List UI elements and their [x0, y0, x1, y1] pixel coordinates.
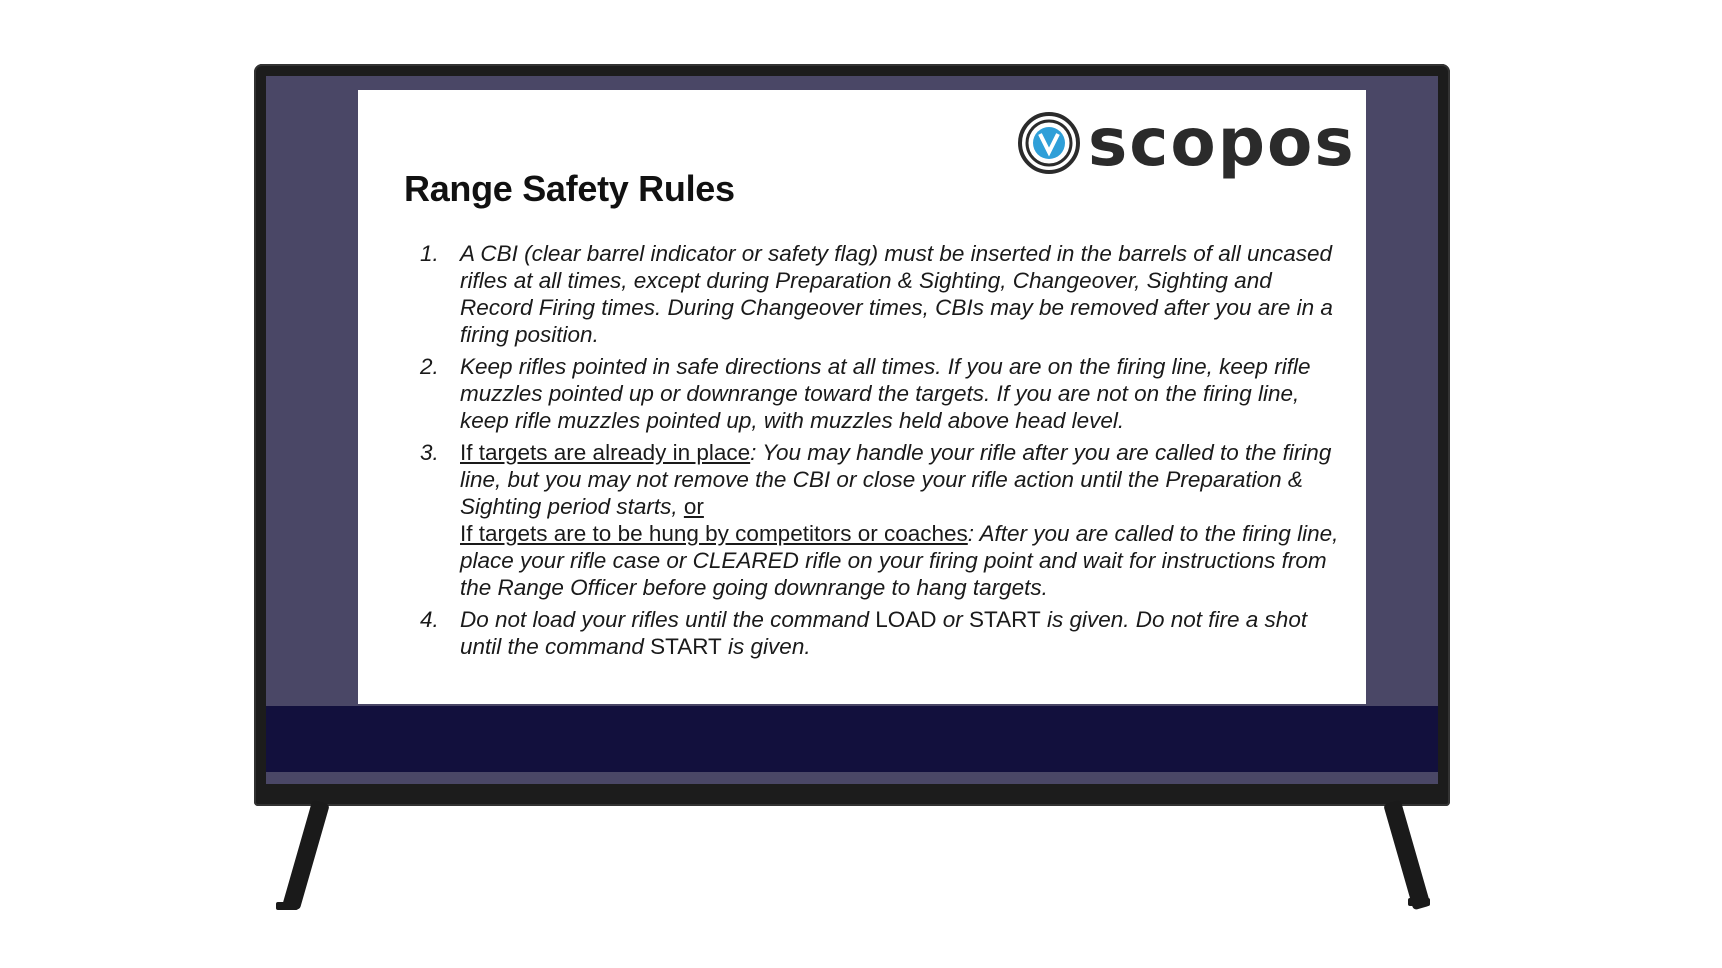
- rule-number: 4.: [420, 607, 439, 632]
- rule-item: [420, 439, 1340, 601]
- rules-list: [420, 240, 1340, 665]
- rule-subheading: If targets are already in place: [460, 440, 751, 465]
- scopos-logo-text: scopos: [1088, 104, 1356, 181]
- command-word: LOAD: [875, 607, 937, 632]
- rule-number: 1.: [420, 241, 439, 266]
- tv-screen: [266, 76, 1438, 784]
- tv-stand-right-leg: [1383, 800, 1431, 911]
- rule-item: [420, 606, 1340, 660]
- rule-text: Keep rifles pointed in safe directions at all times. If you are on the firing line, keep rifle muzzles pointed up or downrange toward the targets. If you are not on the firing line, keep rifle muzzles pointed up, with muzzles held above head level.: [460, 354, 1311, 433]
- rule-text: [460, 606, 1340, 660]
- rule-number: 3.: [420, 440, 439, 465]
- scopos-logo-icon: [1018, 112, 1080, 174]
- scopos-logo: [1018, 98, 1358, 188]
- rule-subtext: : You may handle your rifle after you are called to the firing line, but you may not remove the CBI or close your rifle action until the Preparation & Sighting period starts,: [460, 440, 1332, 519]
- rule-text-part: Do not load your rifles until the command: [460, 607, 876, 632]
- screen-bottom-bar: [266, 706, 1438, 772]
- screen-bottom-strip: [266, 772, 1438, 784]
- command-word: START: [650, 634, 722, 659]
- tv-stand-left-foot: [276, 902, 298, 910]
- rule-or: or: [683, 494, 704, 519]
- rule-subtext: : After you are called to the firing line, place your rifle case or CLEARED rifle on your firing point and wait for instructions from the Range Officer before going downrange to hang targets.: [460, 521, 1339, 600]
- rule-item: [420, 353, 1340, 434]
- tv-stand-left-leg: [282, 800, 330, 911]
- rule-text-part: is given. Do not fire a shot until the command: [460, 607, 1308, 659]
- rule-text: [460, 439, 1340, 601]
- rule-text-part: or: [936, 607, 970, 632]
- rule-item: [420, 240, 1340, 348]
- rule-subheading: If targets are to be hung by competitors or coaches: [460, 521, 968, 546]
- rule-number: 2.: [420, 354, 439, 379]
- slide-title: Range Safety Rules: [404, 168, 735, 209]
- rule-text: A CBI (clear barrel indicator or safety flag) must be inserted in the barrels of all uncased rifles at all times, except during Preparation & Sighting, Changeover, Sighting and Record Firing times. During Changeover times, CBIs may be removed after you are in a firing position.: [460, 241, 1333, 347]
- presentation-slide: [358, 90, 1366, 704]
- command-word: START: [969, 607, 1041, 632]
- rule-text-part: is given.: [721, 634, 811, 659]
- tv-stand-right-foot: [1408, 898, 1430, 906]
- tv-frame: [254, 64, 1450, 806]
